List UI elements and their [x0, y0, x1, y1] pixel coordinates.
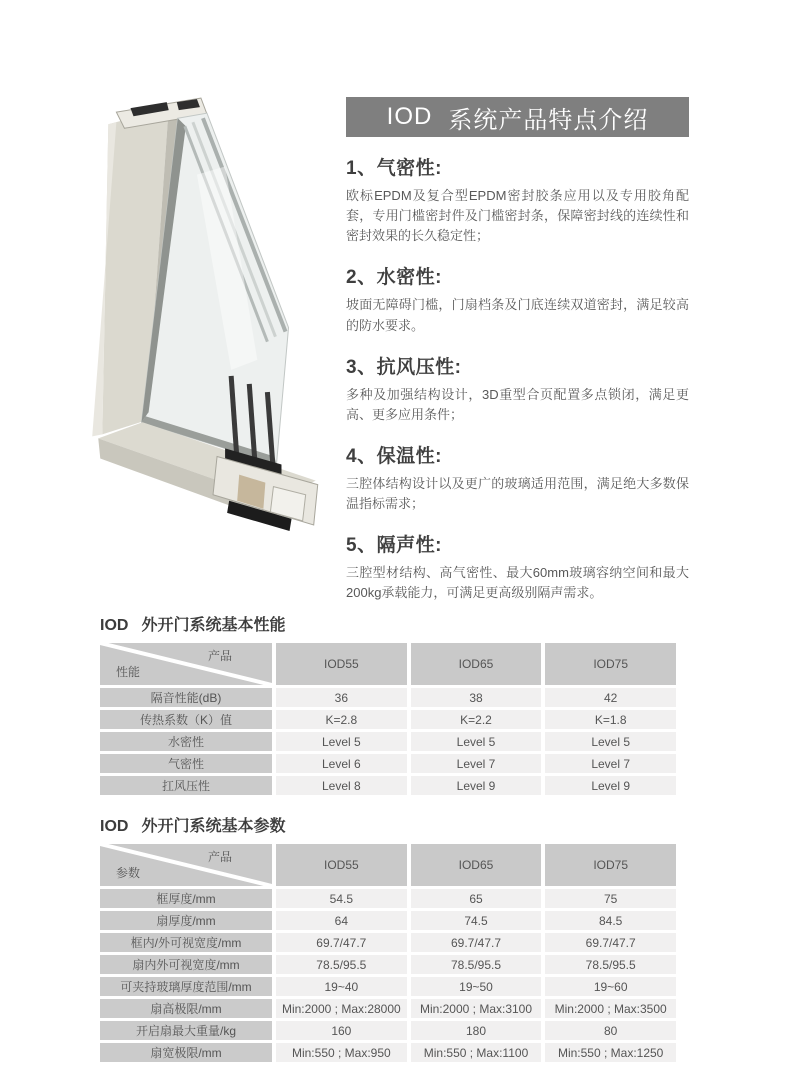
row-label: 框内/外可视宽度/mm	[100, 933, 272, 952]
table-cell: 69.7/47.7	[411, 933, 542, 952]
table-cell: 64	[276, 911, 407, 930]
table-cell: 19~40	[276, 977, 407, 996]
feature-heading: 2、水密性:	[346, 267, 442, 289]
table-cell: Level 7	[545, 754, 676, 773]
row-label: 框厚度/mm	[100, 889, 272, 908]
feature-heading: 3、抗风压性:	[346, 356, 462, 378]
table-cell: Level 9	[545, 776, 676, 795]
row-label: 水密性	[100, 732, 272, 751]
column-header: IOD75	[545, 643, 676, 685]
table-cell: 38	[411, 688, 542, 707]
row-label: 扇厚度/mm	[100, 911, 272, 930]
row-label: 扛风压性	[100, 776, 272, 795]
table-cell: Level 9	[411, 776, 542, 795]
table-cell: Level 7	[411, 754, 542, 773]
feature-heading: 1、气密性:	[346, 158, 442, 179]
table-cell: 69.7/47.7	[545, 933, 676, 952]
table-cell: Min:2000 ; Max:3100	[411, 999, 542, 1018]
table-cell: Level 5	[545, 732, 676, 751]
table-cell: Min:2000 ; Max:3500	[545, 999, 676, 1018]
feature-body: 三腔型材结构、高气密性、最大60mm玻璃容纳空间和最大200kg承载能力，可满足更高级别隔声需求。	[346, 565, 689, 601]
table-title-text: 外开门系统基本参数	[141, 818, 286, 835]
table-cell: Level 8	[276, 776, 407, 795]
feature-body: 多种及加强结构设计，3D重型合页配置多点锁闭，满足更高、更多应用条件；	[346, 386, 689, 422]
parameters-table	[100, 844, 676, 1062]
parameters-table-title	[100, 813, 676, 836]
table-cell: Level 5	[276, 732, 407, 751]
table-cell: 84.5	[545, 911, 676, 930]
window-corner-render-svg	[78, 88, 340, 536]
table-cell: Level 5	[411, 732, 542, 751]
table-cell: 75	[545, 889, 676, 908]
table-title-text: 外开门系统基本性能	[141, 617, 286, 634]
table-cell: 65	[411, 889, 542, 908]
column-header: IOD75	[545, 844, 676, 886]
column-header: IOD65	[411, 844, 542, 886]
table-cell: 36	[276, 688, 407, 707]
table-cell: Level 6	[276, 754, 407, 773]
row-label: 扇内外可视宽度/mm	[100, 955, 272, 974]
row-label: 气密性	[100, 754, 272, 773]
spec-tables	[100, 612, 676, 1062]
row-label: 传热系数（K）值	[100, 710, 272, 729]
table-cell: 78.5/95.5	[411, 955, 542, 974]
diagonal-header-cell	[100, 844, 272, 886]
table-cell: 42	[545, 688, 676, 707]
corner-label-product: 产品	[207, 850, 232, 864]
performance-table	[100, 643, 676, 795]
column-header: IOD55	[276, 844, 407, 886]
feature-sound-insulation	[346, 530, 689, 603]
features-column	[346, 97, 689, 604]
table-cell: 78.5/95.5	[276, 955, 407, 974]
performance-table-title	[100, 612, 676, 635]
column-header: IOD65	[411, 643, 542, 685]
row-label: 可夹持玻璃厚度范围/mm	[100, 977, 272, 996]
feature-heading: 5、隔声性:	[346, 535, 442, 557]
banner-title: 系统产品特点介绍	[448, 106, 649, 134]
table-cell: 74.5	[411, 911, 542, 930]
table-cell: 69.7/47.7	[276, 933, 407, 952]
feature-body: 欧标EPDM及复合型EPDM密封胶条应用以及专用胶角配套，专用门槛密封件及门槛密封条，保障密封线的连续性和密封效果的长久稳定性；	[346, 188, 689, 244]
corner-label-performance: 性能	[116, 665, 141, 679]
table-cell: 19~60	[545, 977, 676, 996]
table-cell: Min:550 ; Max:950	[276, 1043, 407, 1062]
table-cell: 19~50	[411, 977, 542, 996]
row-label: 隔音性能(dB)	[100, 688, 272, 707]
feature-body: 坡面无障碍门槛，门扇档条及门底连续双道密封，满足较高的防水要求。	[346, 297, 689, 333]
feature-body: 三腔体结构设计以及更广的玻璃适用范围，满足绝大多数保温指标需求；	[346, 475, 689, 512]
table-cell: Min:2000 ; Max:28000	[276, 999, 407, 1018]
table-cell: Min:550 ; Max:1100	[411, 1043, 542, 1062]
feature-watertightness	[346, 262, 689, 335]
table-cell: K=2.8	[276, 710, 407, 729]
feature-thermal-insulation	[346, 441, 689, 514]
performance-table-block	[100, 612, 676, 795]
table-cell: K=2.2	[411, 710, 542, 729]
table-cell: 180	[411, 1021, 542, 1040]
row-label: 扇宽极限/mm	[100, 1043, 272, 1062]
feature-wind-resistance	[346, 352, 689, 425]
feature-airtightness	[346, 153, 689, 246]
section-banner	[346, 97, 689, 137]
table-cell: K=1.8	[545, 710, 676, 729]
window-profile-image	[78, 88, 340, 536]
table-cell: 78.5/95.5	[545, 955, 676, 974]
row-label: 扇高极限/mm	[100, 999, 272, 1018]
table-title-brand: IOD	[100, 617, 129, 634]
table-cell: Min:550 ; Max:1250	[545, 1043, 676, 1062]
table-cell: 160	[276, 1021, 407, 1040]
table-cell: 80	[545, 1021, 676, 1040]
table-cell: 54.5	[276, 889, 407, 908]
row-label: 开启扇最大重量/kg	[100, 1021, 272, 1040]
banner-brand: IOD	[386, 103, 433, 130]
feature-heading: 4、保温性:	[346, 445, 442, 467]
diagonal-header-cell	[100, 643, 272, 685]
table-title-brand: IOD	[100, 818, 129, 835]
corner-label-parameter: 参数	[116, 866, 141, 880]
column-header: IOD55	[276, 643, 407, 685]
corner-label-product: 产品	[207, 649, 232, 663]
parameters-table-block	[100, 813, 676, 1062]
